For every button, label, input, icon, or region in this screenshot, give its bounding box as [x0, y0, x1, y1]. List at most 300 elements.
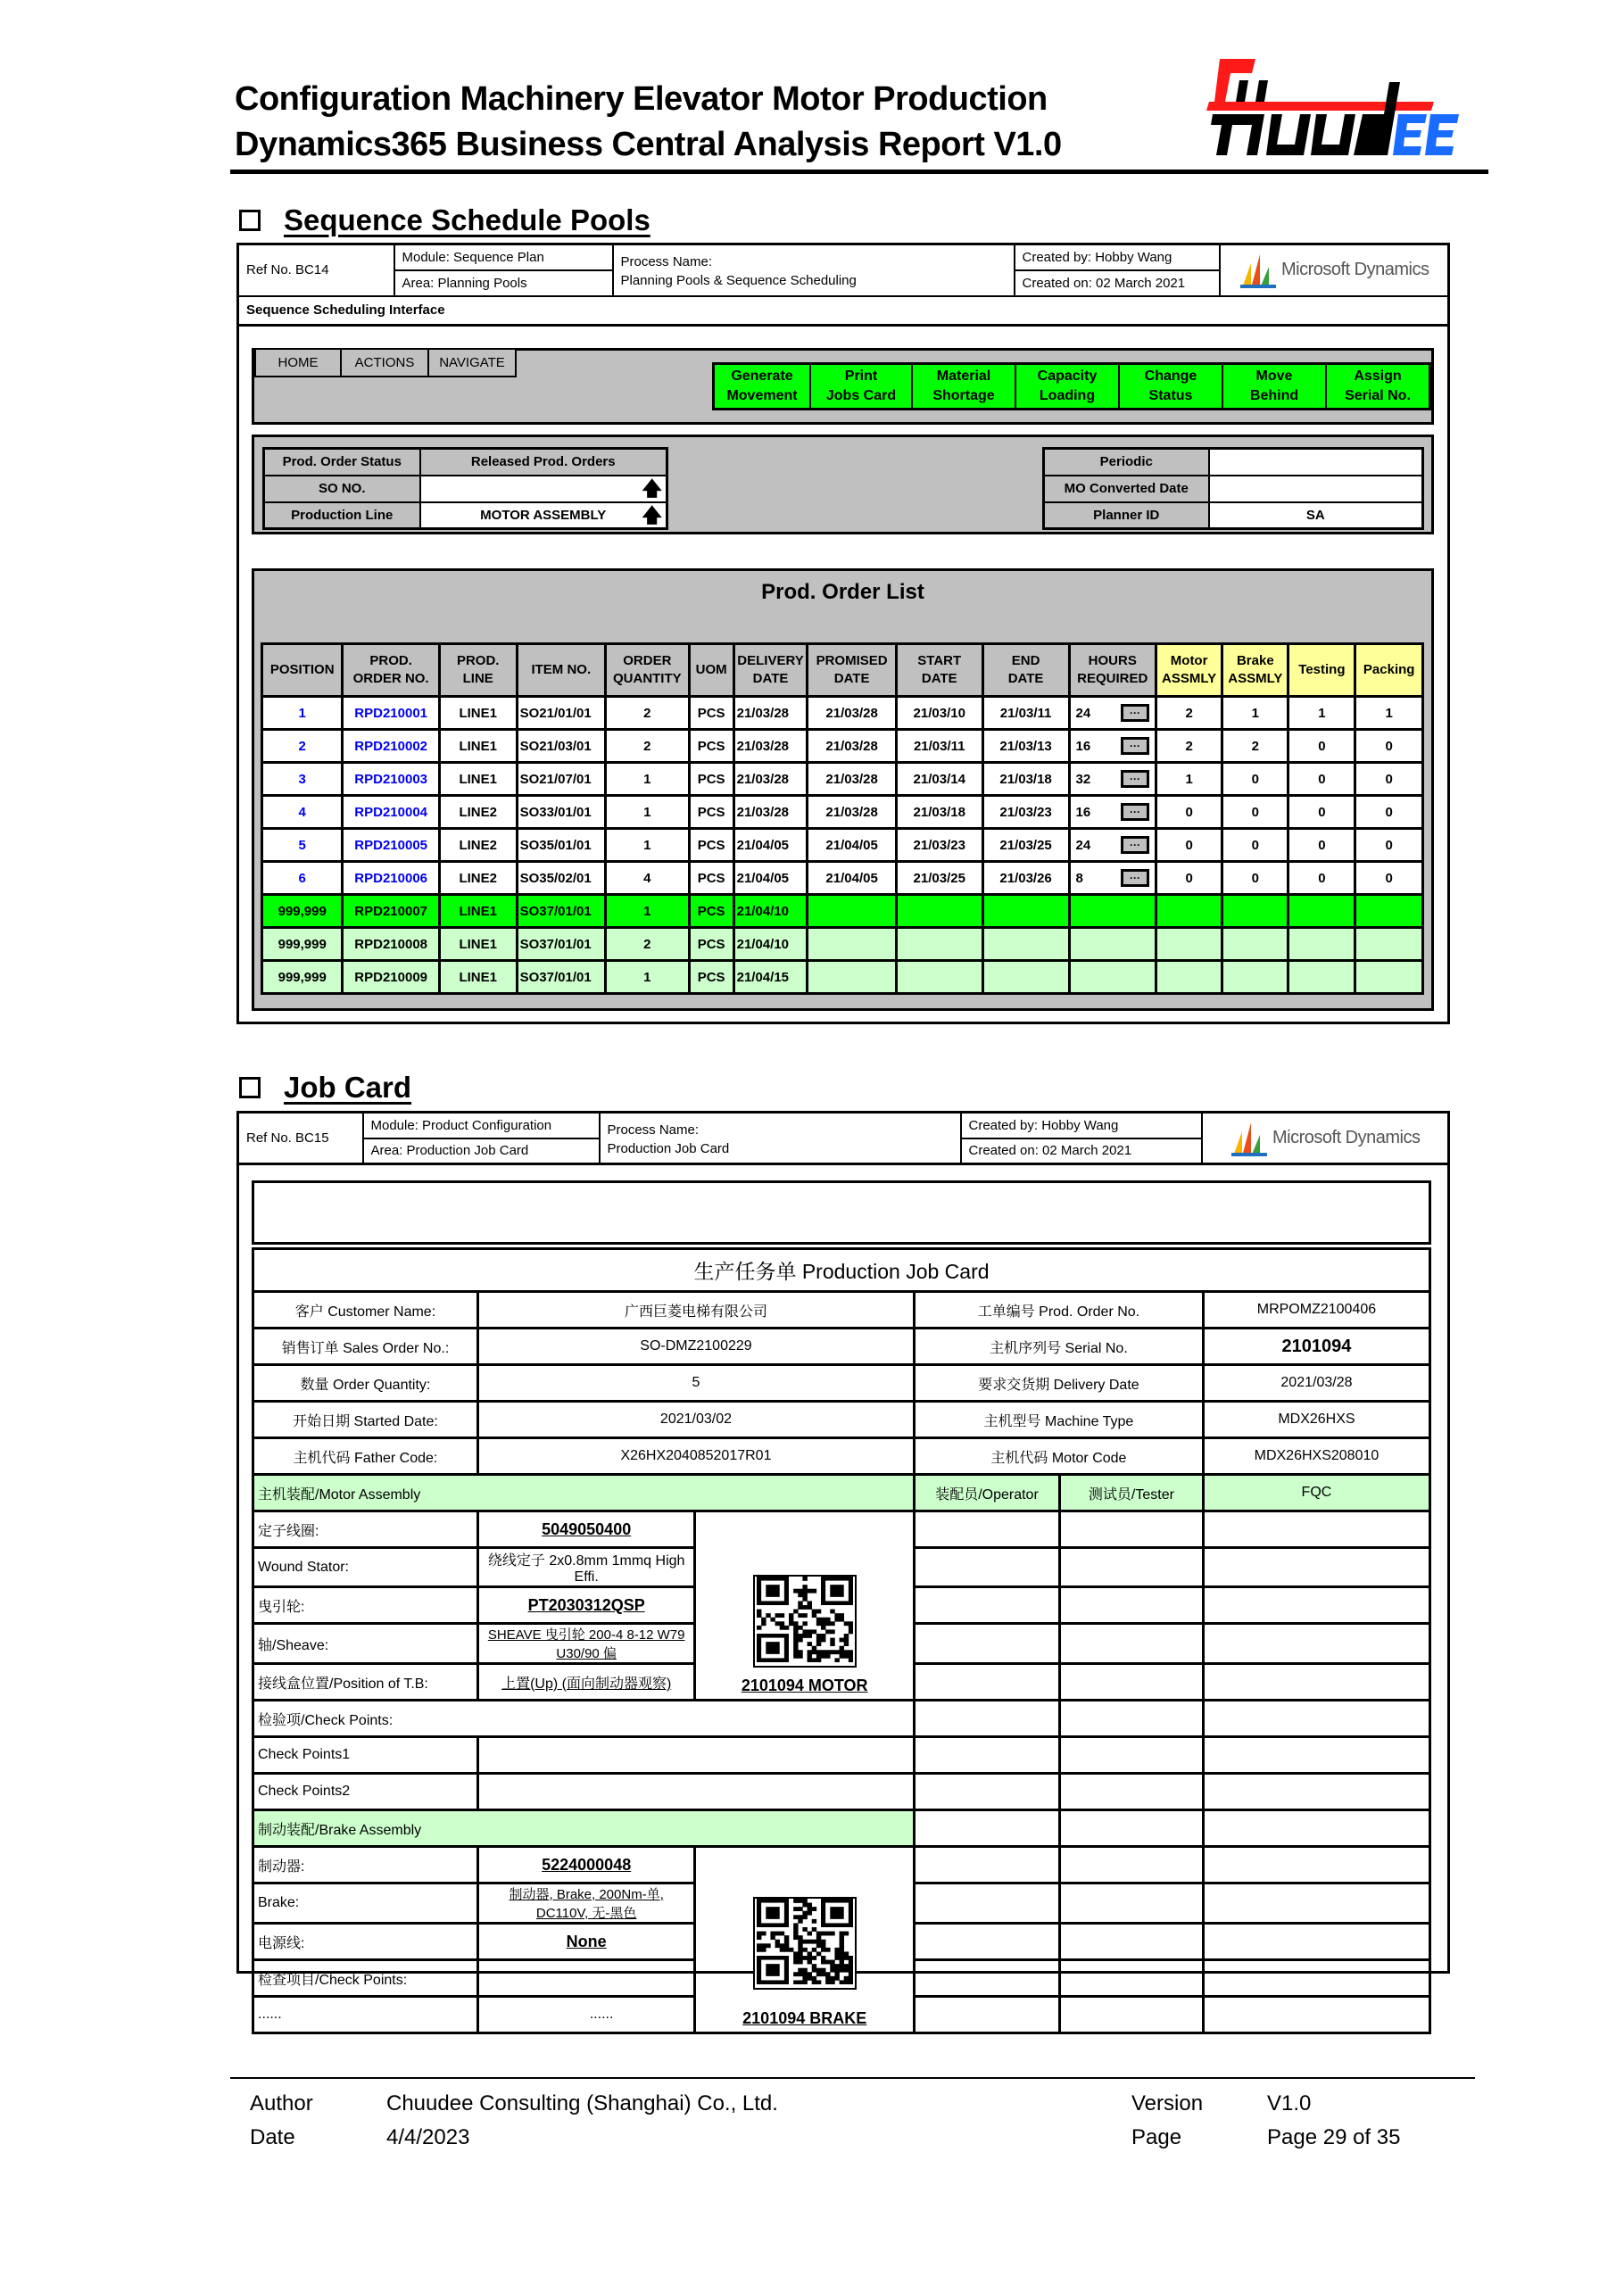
sequence-info-table	[236, 243, 1450, 327]
hours-cell	[1073, 737, 1154, 755]
table-row[interactable]	[262, 961, 1423, 994]
power-cable-link[interactable]: None	[477, 1924, 694, 1960]
sign-cell[interactable]	[1060, 1701, 1204, 1737]
sign-cell[interactable]	[1203, 1664, 1429, 1701]
table-cell	[808, 928, 896, 961]
motor-label: 轴/Sheave:	[253, 1624, 478, 1664]
table-cell: 0	[1222, 862, 1288, 895]
column-header[interactable]	[1069, 644, 1156, 697]
job-card-info-table	[236, 1111, 1450, 1165]
filter-label: SO NO.	[264, 476, 420, 502]
arrow-up-icon[interactable]: 🡅	[642, 476, 662, 500]
process-label: Process Name:	[607, 1122, 700, 1138]
column-header[interactable]	[733, 644, 808, 697]
table-row[interactable]	[262, 895, 1423, 928]
btn-line: Capacity	[1037, 368, 1098, 384]
prod-order-status-value[interactable]: Released Prod. Orders	[420, 449, 667, 476]
motor-assembly-header: 主机装配/Motor Assembly	[253, 1475, 915, 1511]
sign-cell[interactable]	[914, 1810, 1059, 1847]
process-cell	[613, 244, 1015, 296]
field-label: 工单编号 Prod. Order No.	[914, 1292, 1203, 1329]
sign-cell[interactable]	[914, 1924, 1059, 1960]
table-cell	[1069, 796, 1156, 829]
stator-code-link[interactable]: 5049050400	[477, 1511, 694, 1548]
table-cell: 0	[1355, 862, 1423, 895]
brake-assembly-header: 制动装配/Brake Assembly	[253, 1810, 915, 1847]
filter-label: MO Converted Date	[1044, 476, 1209, 502]
column-header-line: ORDER NO.	[352, 671, 429, 686]
hours-cell	[1073, 803, 1154, 821]
sign-cell[interactable]	[1203, 1624, 1429, 1664]
sign-cell[interactable]	[1203, 1883, 1429, 1924]
sign-cell[interactable]	[1203, 1701, 1429, 1737]
sign-cell[interactable]	[1060, 1847, 1204, 1883]
sign-cell[interactable]	[914, 1847, 1059, 1883]
sign-cell[interactable]	[1060, 1548, 1204, 1587]
table-cell: 2	[605, 928, 689, 961]
table-cell: 21/04/05	[808, 862, 896, 895]
table-cell[interactable]: RPD210002	[343, 730, 439, 763]
sign-cell[interactable]	[1203, 1587, 1429, 1624]
column-header[interactable]	[1288, 644, 1355, 697]
table-cell[interactable]: RPD210005	[343, 829, 439, 862]
sign-cell[interactable]	[1060, 1883, 1204, 1924]
table-cell: SO37/01/01	[517, 928, 605, 961]
table-row[interactable]	[262, 730, 1423, 763]
field-label: 要求交货期 Delivery Date	[914, 1365, 1203, 1402]
table-cell: LINE1	[439, 763, 517, 796]
column-header[interactable]	[1222, 644, 1288, 697]
sign-cell[interactable]	[1203, 1810, 1429, 1847]
ellipsis-button[interactable]: ···	[1121, 770, 1149, 788]
table-cell: 21/03/28	[808, 796, 896, 829]
table-cell: 999,999	[262, 961, 343, 994]
father-code-value: X26HX2040852017R01	[477, 1438, 914, 1475]
sign-cell[interactable]	[1203, 1997, 1429, 2033]
table-cell: 1	[605, 796, 689, 829]
sign-cell[interactable]	[1060, 1924, 1204, 1960]
column-header[interactable]	[343, 644, 439, 697]
table-cell: 4	[605, 862, 689, 895]
field-label: 客户 Customer Name:	[253, 1292, 478, 1329]
table-cell	[1156, 895, 1222, 928]
action-bar	[712, 362, 1431, 410]
sign-cell[interactable]	[1060, 1774, 1204, 1810]
table-cell: 21/03/28	[733, 730, 808, 763]
table-cell: PCS	[689, 796, 733, 829]
table-cell: PCS	[689, 697, 733, 730]
footer-version: V1.0	[1267, 2091, 1312, 2115]
header-rule	[230, 170, 1488, 174]
table-cell: 21/03/23	[896, 829, 982, 862]
table-cell: 2	[1156, 697, 1222, 730]
table-cell	[982, 961, 1069, 994]
ellipsis-button[interactable]: ···	[1121, 836, 1149, 854]
checkbox-icon	[239, 210, 261, 231]
table-cell	[982, 928, 1069, 961]
btn-line: Jobs Card	[825, 388, 897, 403]
tab-navigate[interactable]: NAVIGATE	[427, 350, 517, 377]
serial-no-value: 2101094	[1203, 1329, 1429, 1365]
module: Module: Sequence Plan	[394, 244, 613, 270]
generate-movement-button[interactable]	[715, 365, 809, 408]
table-cell: 21/03/25	[896, 862, 982, 895]
brake-desc-link[interactable]: 制动器, Brake, 200Nm-单, DC110V, 无-黑色	[477, 1883, 694, 1924]
wound-stator-value: 绕线定子 2x0.8mm 1mmq High Effi.	[477, 1548, 694, 1587]
table-cell	[808, 895, 896, 928]
table-row[interactable]	[262, 763, 1423, 796]
table-cell: PCS	[689, 829, 733, 862]
table-cell: LINE2	[439, 829, 517, 862]
check-point-label: Check Points1	[253, 1737, 478, 1774]
table-cell: 0	[1222, 763, 1288, 796]
tester-header: 测试员/Tester	[1060, 1475, 1204, 1511]
hours-value: 8	[1075, 870, 1083, 886]
table-cell: 0	[1222, 829, 1288, 862]
column-header-line: UOM	[695, 662, 727, 677]
table-cell: 0	[1156, 796, 1222, 829]
sign-cell[interactable]	[914, 1548, 1059, 1587]
table-cell: SO21/03/01	[517, 730, 605, 763]
table-cell: 21/03/13	[982, 730, 1069, 763]
ellipsis-button[interactable]: ···	[1121, 737, 1149, 755]
table-cell: 21/03/28	[733, 697, 808, 730]
sheave-code-link[interactable]: PT2030312QSP	[477, 1587, 694, 1624]
column-header-line: DATE	[752, 671, 789, 686]
table-cell: 1	[262, 697, 343, 730]
brake-label: 检查项目/Check Points:	[253, 1960, 478, 1997]
column-header-line: ITEM NO.	[531, 662, 592, 677]
motor-code-value: MDX26HXS208010	[1203, 1438, 1429, 1475]
btn-line: Print	[844, 368, 878, 384]
table-cell: LINE1	[439, 730, 517, 763]
table-cell: 1	[605, 961, 689, 994]
table-cell: SO35/02/01	[517, 862, 605, 895]
table-cell: 1	[1288, 697, 1355, 730]
table-cell	[1222, 928, 1288, 961]
brake-qr-cell	[695, 1847, 915, 2033]
ref-no: Ref No. BC14	[238, 244, 394, 296]
arrow-up-icon[interactable]: 🡅	[642, 503, 662, 526]
table-row[interactable]	[262, 862, 1423, 895]
section-heading-job-card	[239, 1071, 411, 1105]
motor-qr-code-icon	[753, 1575, 857, 1668]
table-cell: LINE1	[439, 697, 517, 730]
column-header[interactable]	[896, 644, 982, 697]
footer-author: Chuudee Consulting (Shanghai) Co., Ltd.	[386, 2091, 778, 2115]
table-cell	[1069, 895, 1156, 928]
table-cell: 999,999	[262, 895, 343, 928]
column-header[interactable]	[605, 644, 689, 697]
tab-home[interactable]: HOME	[254, 350, 342, 377]
table-cell	[1069, 829, 1156, 862]
table-cell: 1	[605, 895, 689, 928]
sign-cell[interactable]	[1060, 1810, 1204, 1847]
column-header-line: Packing	[1363, 662, 1415, 677]
table-cell: 1	[605, 763, 689, 796]
hours-value: 24	[1075, 837, 1091, 853]
change-status-button[interactable]	[1118, 365, 1222, 408]
table-cell[interactable]: RPD210006	[343, 862, 439, 895]
brake-check-value[interactable]	[477, 1960, 694, 1997]
column-header-line: START	[917, 653, 962, 668]
table-cell: 2	[262, 730, 343, 763]
column-header-line: DATE	[833, 671, 870, 686]
created-on: Created on: 02 March 2021	[961, 1138, 1202, 1164]
table-cell: 21/03/28	[733, 763, 808, 796]
table-cell[interactable]: RPD210004	[343, 796, 439, 829]
table-cell: LINE2	[439, 796, 517, 829]
ref-no: Ref No. BC15	[238, 1113, 363, 1164]
btn-line: Generate	[731, 368, 793, 384]
table-cell: 21/04/10	[733, 928, 808, 961]
table-cell	[1288, 961, 1355, 994]
table-cell	[1069, 862, 1156, 895]
table-cell: 1	[1355, 697, 1423, 730]
order-quantity-value: 5	[477, 1365, 914, 1402]
motor-label: 接线盒位置/Position of T.B:	[253, 1664, 478, 1701]
table-cell: PCS	[689, 763, 733, 796]
capacity-loading-button[interactable]	[1015, 365, 1118, 408]
table-cell: 21/03/11	[896, 730, 982, 763]
table-cell: SO21/07/01	[517, 763, 605, 796]
btn-line: Loading	[1039, 388, 1096, 403]
section-title: Job Card	[284, 1071, 412, 1104]
sign-cell[interactable]	[1060, 1737, 1204, 1774]
hours-cell	[1073, 836, 1154, 854]
column-header-line: ORDER	[623, 653, 672, 668]
column-header[interactable]	[689, 644, 733, 697]
table-row[interactable]	[262, 796, 1423, 829]
table-cell: 5	[262, 829, 343, 862]
created-by: Created by: Hobby Wang	[961, 1113, 1202, 1138]
table-cell: PCS	[689, 862, 733, 895]
btn-line: Movement	[726, 388, 798, 403]
periodic-input[interactable]	[1209, 449, 1423, 476]
doc-title-line2: Dynamics365 Business Central Analysis Report V1.0	[235, 126, 1062, 163]
tb-position-link[interactable]: 上置(Up) (面向制动器观察)	[477, 1664, 694, 1701]
sign-cell[interactable]	[1203, 1774, 1429, 1810]
column-header-line: QUANTITY	[612, 671, 682, 686]
table-cell[interactable]: RPD210007	[343, 895, 439, 928]
table-cell[interactable]: RPD210008	[343, 928, 439, 961]
field-label: 主机代码 Father Code:	[253, 1438, 478, 1475]
column-header[interactable]	[982, 644, 1069, 697]
column-header[interactable]	[808, 644, 896, 697]
delivery-date-value: 2021/03/28	[1203, 1365, 1429, 1402]
sign-cell[interactable]	[1203, 1960, 1429, 1997]
column-header-line: REQUIRED	[1077, 671, 1148, 686]
table-cell: 21/03/25	[982, 829, 1069, 862]
field-label: 销售订单 Sales Order No.:	[253, 1329, 478, 1365]
process-name: Production Job Card	[607, 1141, 730, 1156]
footer-version-label: Version	[1131, 2091, 1204, 2115]
column-header-line: PROD.	[369, 653, 412, 668]
process-name: Planning Pools & Sequence Scheduling	[620, 273, 857, 288]
ellipsis-button[interactable]: ···	[1121, 803, 1149, 821]
table-row[interactable]	[262, 697, 1423, 730]
sign-cell[interactable]	[914, 1587, 1059, 1624]
table-cell	[1355, 961, 1423, 994]
assign-serial-no-button[interactable]	[1325, 365, 1429, 408]
table-cell: SO35/01/01	[517, 829, 605, 862]
column-header[interactable]	[517, 644, 605, 697]
filter-label: Periodic	[1044, 449, 1209, 476]
table-cell: 0	[1156, 862, 1222, 895]
so-no-input[interactable]	[420, 476, 667, 502]
job-card-title: 生产任务单 Production Job Card	[253, 1249, 1430, 1292]
table-cell: 21/03/10	[896, 697, 982, 730]
filter-label: Prod. Order Status	[264, 449, 420, 476]
column-header[interactable]	[1355, 644, 1423, 697]
footer-date: 4/4/2023	[386, 2125, 470, 2149]
field-label: 开始日期 Started Date:	[253, 1402, 478, 1438]
field-label: 数量 Order Quantity:	[253, 1365, 478, 1402]
sheave-desc-link[interactable]: SHEAVE 曳引轮 200-4 8-12 W79 U30/90 偏	[477, 1624, 694, 1664]
table-cell	[1288, 928, 1355, 961]
area: Area: Planning Pools	[394, 270, 613, 296]
table-cell: LINE1	[439, 928, 517, 961]
operator-header: 装配员/Operator	[914, 1475, 1059, 1511]
table-cell: 2	[1156, 730, 1222, 763]
btn-line: Move	[1255, 368, 1293, 384]
hours-cell	[1073, 704, 1154, 722]
column-header-line: POSITION	[269, 662, 335, 677]
table-cell	[896, 895, 982, 928]
brake-code-link[interactable]: 5224000048	[477, 1847, 694, 1883]
sign-cell[interactable]	[1203, 1511, 1429, 1548]
sign-cell[interactable]	[914, 1664, 1059, 1701]
table-cell: 0	[1288, 730, 1355, 763]
ellipsis-button[interactable]: ···	[1121, 704, 1149, 722]
tab-actions[interactable]: ACTIONS	[340, 350, 429, 377]
motor-qr-cell	[695, 1511, 915, 1701]
footer-page-label: Page	[1131, 2125, 1182, 2149]
print-jobs-card-button[interactable]	[809, 365, 911, 408]
table-cell: 0	[1288, 763, 1355, 796]
sign-cell[interactable]	[914, 1701, 1059, 1737]
btn-line: Change	[1144, 368, 1197, 384]
sign-cell[interactable]	[914, 1624, 1059, 1664]
table-cell	[1069, 961, 1156, 994]
job-card-blank-header	[252, 1180, 1431, 1245]
check-point-label: Check Points2	[253, 1774, 478, 1810]
column-header[interactable]	[1156, 644, 1222, 697]
table-cell	[1222, 961, 1288, 994]
column-header-line: HOURS	[1088, 653, 1137, 668]
footer-author-label: Author	[250, 2091, 313, 2115]
table-cell: 21/03/26	[982, 862, 1069, 895]
column-header-line: LINE	[462, 671, 493, 686]
brake-qr-label[interactable]: 2101094 BRAKE	[742, 2009, 867, 2027]
table-cell	[896, 961, 982, 994]
table-cell	[1069, 697, 1156, 730]
table-cell: 0	[1288, 862, 1355, 895]
sign-cell[interactable]	[1203, 1548, 1429, 1587]
table-cell: PCS	[689, 730, 733, 763]
column-header-line: PROMISED	[816, 653, 888, 668]
production-line-value: MOTOR ASSEMBLY	[480, 507, 607, 523]
column-header-line: Motor	[1170, 653, 1208, 668]
table-row[interactable]	[262, 928, 1423, 961]
table-cell: 0	[1288, 829, 1355, 862]
table-cell: 0	[1355, 796, 1423, 829]
table-cell: 0	[1288, 796, 1355, 829]
column-header-line: DATE	[1007, 671, 1044, 686]
brake-label: Brake:	[253, 1883, 478, 1924]
motor-label: Wound Stator:	[253, 1548, 478, 1587]
brake-label: ......	[253, 1997, 478, 2033]
production-line-input[interactable]	[420, 502, 667, 529]
ms-dynamics-text: Microsoft Dynamics	[1272, 1128, 1421, 1147]
mo-converted-date-input[interactable]	[1209, 476, 1423, 502]
ms-dynamics-logo	[1210, 1121, 1441, 1156]
motor-qr-label[interactable]: 2101094 MOTOR	[741, 1676, 868, 1694]
sign-cell[interactable]	[1060, 1511, 1204, 1548]
sign-cell[interactable]	[1203, 1924, 1429, 1960]
sign-cell[interactable]	[1060, 1997, 1204, 2033]
sign-cell[interactable]	[1203, 1847, 1429, 1883]
sign-cell[interactable]	[1060, 1587, 1204, 1624]
column-header-line: Testing	[1298, 662, 1346, 677]
table-cell	[1222, 895, 1288, 928]
sign-cell[interactable]	[914, 1997, 1059, 2033]
column-header-line: ASSMLY	[1228, 671, 1283, 686]
sign-cell[interactable]	[914, 1737, 1059, 1774]
sign-cell[interactable]	[914, 1960, 1059, 1997]
check-point-value[interactable]	[477, 1774, 914, 1810]
btn-line: Material	[936, 368, 991, 384]
sign-cell[interactable]	[914, 1511, 1059, 1548]
table-cell: 21/04/15	[733, 961, 808, 994]
btn-line: Status	[1148, 388, 1193, 403]
sign-cell[interactable]	[914, 1883, 1059, 1924]
check-point-value[interactable]	[477, 1737, 914, 1774]
table-cell: 4	[262, 796, 343, 829]
hours-value: 16	[1075, 804, 1091, 820]
hours-cell	[1073, 770, 1154, 788]
sign-cell[interactable]	[1060, 1960, 1204, 1997]
move-behind-button[interactable]	[1222, 365, 1325, 408]
table-cell: 1	[605, 829, 689, 862]
motor-label: 定子线圈:	[253, 1511, 478, 1548]
table-cell[interactable]: RPD210009	[343, 961, 439, 994]
process-label: Process Name:	[620, 254, 713, 269]
btn-line: Assign	[1354, 368, 1402, 384]
table-cell	[982, 895, 1069, 928]
column-header[interactable]	[262, 644, 343, 697]
table-cell[interactable]: RPD210001	[343, 697, 439, 730]
material-shortage-button[interactable]	[911, 365, 1015, 408]
table-row[interactable]	[262, 829, 1423, 862]
column-header-line: ASSMLY	[1162, 671, 1217, 686]
table-cell	[896, 928, 982, 961]
table-cell: SO37/01/01	[517, 895, 605, 928]
sign-cell[interactable]	[1060, 1664, 1204, 1701]
hours-value: 24	[1075, 705, 1091, 721]
hours-cell	[1073, 869, 1154, 887]
table-cell[interactable]: RPD210003	[343, 763, 439, 796]
filter-right-table	[1042, 447, 1424, 530]
sign-cell[interactable]	[914, 1774, 1059, 1810]
column-header[interactable]	[439, 644, 517, 697]
sign-cell[interactable]	[1060, 1624, 1204, 1664]
chuudee-logo	[1200, 55, 1459, 161]
started-date-value: 2021/03/02	[477, 1402, 914, 1438]
ellipsis-button[interactable]: ···	[1121, 869, 1149, 887]
planner-id-input[interactable]: SA	[1209, 502, 1423, 529]
sign-cell[interactable]	[1203, 1737, 1429, 1774]
